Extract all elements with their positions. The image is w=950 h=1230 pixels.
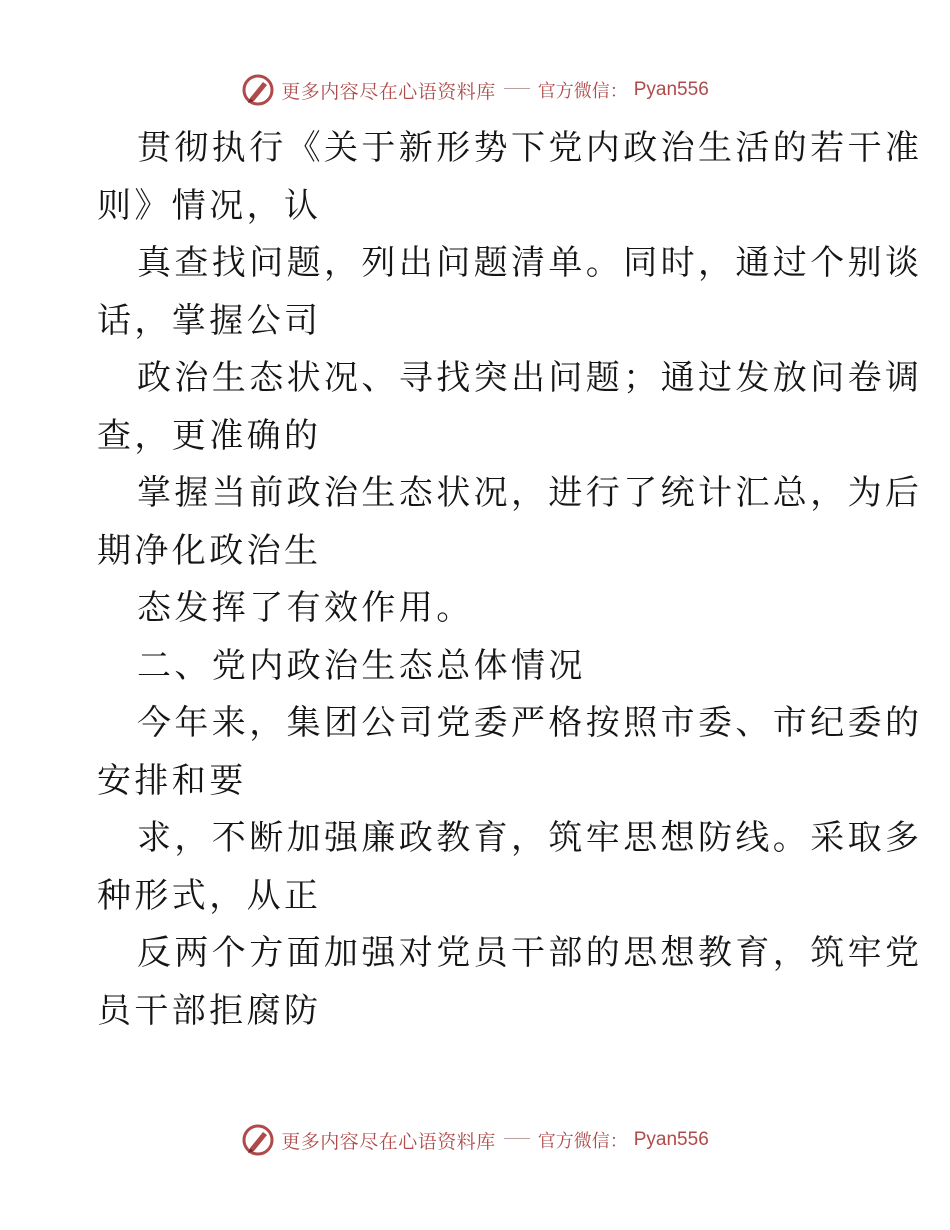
body-line: 贯彻执行《关于新形势下党内政治生活的若干准 [137,128,923,168]
body-line: 掌握当前政治生态状况，进行了统计汇总，为后 [137,473,923,513]
body-line: 今年来，集团公司党委严格按照市委、市纪委的 [137,703,923,743]
body-line: 态发挥了有效作用。 [137,588,474,628]
body-line: 真查找问题，列出问题清单。同时，通过个别谈 [137,243,923,283]
footer-banner [0,1120,950,1160]
body-line: 反两个方面加强对党员干部的思想教育，筑牢党 [137,933,923,973]
section-heading: 二、党内政治生态总体情况 [137,645,586,686]
body-line: 查，更准确的 [97,415,322,456]
body-line: 则》情况，认 [97,185,322,226]
footer-banner-wechat-id: Pyan556 [633,1129,709,1150]
body-line: 安排和要 [97,760,247,801]
footer-banner-text: 更多内容尽在心语资料库 [281,1130,496,1153]
body-line: 种形式，从正 [97,875,322,916]
document-body [97,120,923,1040]
header-banner-text: 更多内容尽在心语资料库 [281,80,496,103]
header-banner-wechat-id: Pyan556 [633,79,709,100]
pen-logo-icon [241,73,275,107]
body-line: 政治生态状况、寻找突出问题；通过发放问卷调 [137,358,923,398]
body-line: 话，掌握公司 [97,300,322,341]
header-banner-official-label: 官方微信： [537,81,628,102]
footer-banner-dash [504,1138,530,1139]
pen-logo-icon [241,1123,275,1157]
body-line: 员干部拒腐防 [97,990,322,1031]
header-banner-dash [504,88,530,89]
body-line: 求，不断加强廉政教育，筑牢思想防线。采取多 [137,818,923,858]
footer-banner-official-label: 官方微信： [537,1131,628,1152]
body-line: 期净化政治生 [97,530,322,571]
header-banner [0,70,950,110]
